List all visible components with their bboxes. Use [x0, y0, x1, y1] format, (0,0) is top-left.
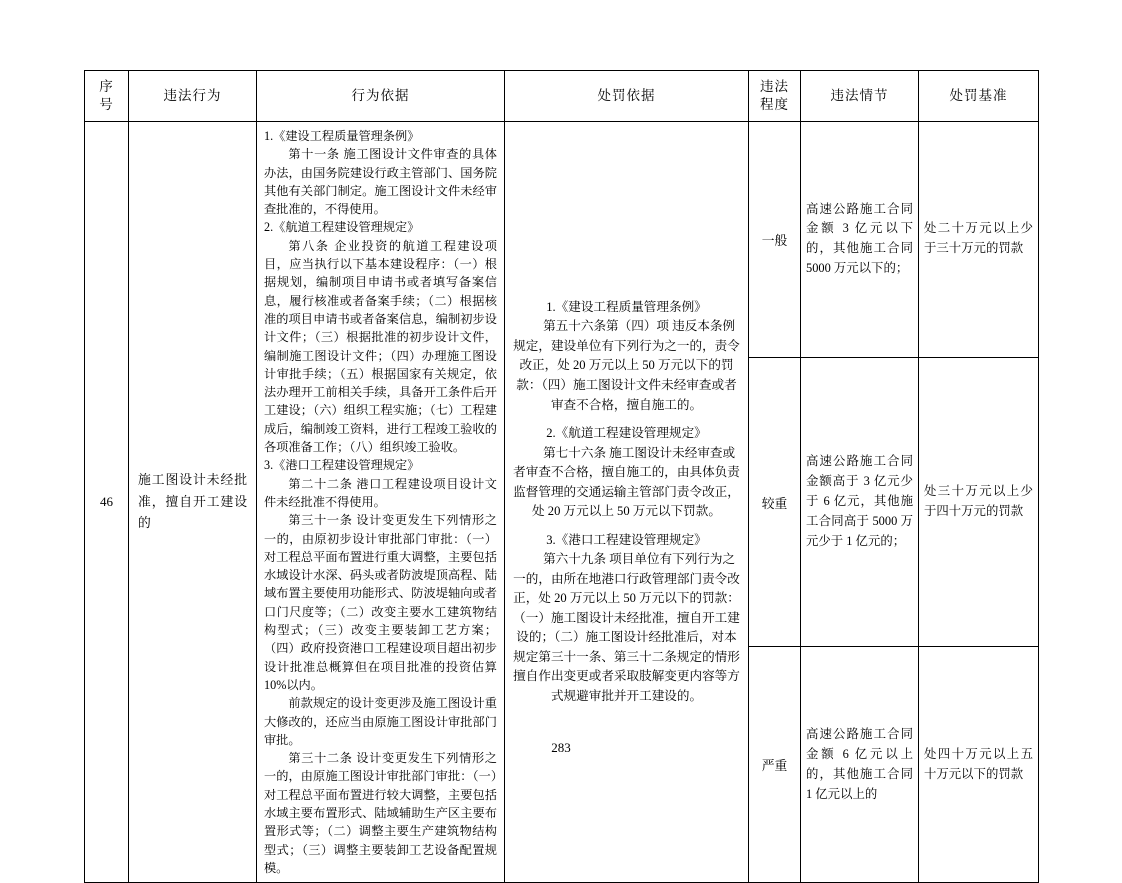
act-basis-para-1: 1.《建设工程质量管理条例》 [264, 129, 420, 143]
punish-basis-para-6: 第六十九条 项目单位有下列行为之一的，由所在地港口行政管理部门责令改正，处 20 万元以上 50 万元以下的罚款：（一）施工图设计未经批准，擅自开工建设的；（二）施工图设计经批准后，对本规定第三十一条、第三十二条规定的情形擅自作出变更或者采取肢解变更内容等方式规避审批并开工建设的。 [513, 552, 740, 703]
cell-circumstance-severe: 高速公路施工合同金额 6 亿元以上的，其他施工合同 1 亿元以上的 [801, 647, 919, 883]
act-basis-content [262, 125, 499, 879]
header-act-basis: 行为依据 [257, 71, 505, 122]
header-circumstance: 违法情节 [801, 71, 919, 122]
act-basis-para-8: 前款规定的设计变更涉及施工图设计重大修改的，还应当由原施工图设计审批部门审批。 [264, 696, 497, 747]
punish-basis-para-4: 第七十六条 施工图设计未经审查或者审查不合格，擅自施工的，由具体负责监督管理的交通运输主管部门责令改正，处 20 万元以上 50 万元以下罚款。 [513, 445, 740, 519]
penalty-table [84, 70, 1039, 883]
cell-standard-serious: 处三十万元以上少于四十万元的罚款 [919, 357, 1039, 647]
table-header [85, 71, 1039, 122]
cell-standard-general: 处二十万元以上少于三十万元的罚款 [919, 122, 1039, 358]
header-standard: 处罚基准 [919, 71, 1039, 122]
cell-illegal-act [129, 122, 257, 883]
cell-circumstance-general: 高速公路施工合同金额 3 亿元以下的，其他施工合同 5000 万元以下的； [801, 122, 919, 358]
table-header-row [85, 71, 1039, 122]
cell-degree-serious: 较重 [749, 357, 801, 647]
act-basis-para-7: 第三十一条 设计变更发生下列情形之一的，由原初步设计审批部门审批：（一）对工程总平面布置进行重大调整，主要包括水域设计水深、码头或者防波堤顶高程、陆域布置主要使用功能形式、防波堤轴向或者口门尺度等；（二）改变主要水工建筑物结构型式；（三）改变主要装卸工艺方案；（四）政府投资港口工程建设项目超出初步设计批准总概算但在项目批准的投资估算10%以内。 [264, 513, 497, 692]
cell-standard-severe: 处四十万元以上五十万元以下的罚款 [919, 647, 1039, 883]
cell-punish-basis [505, 122, 749, 883]
act-basis-para-9: 第三十二条 设计变更发生下列情形之一的，由原施工图设计审批部门审批：（一）对工程总平面布置进行较大调整，主要包括水域主要布置形式、陆域辅助生产区主要布置形式等；（二）调整主要生产建筑物结构型式；（三）调整主要装卸工艺设备配置规模。 [264, 751, 497, 875]
act-basis-para-5: 3.《港口工程建设管理规定》 [264, 458, 420, 473]
act-basis-para-6: 第二十二条 港口工程建设项目设计文件未经批准不得使用。 [264, 476, 497, 509]
header-seq: 序 号 [85, 71, 129, 122]
punish-basis-para-2: 第五十六条第（四）项 违反本条例规定，建设单位有下列行为之一的，责令改正，处 20 万元以上 50 万元以下的罚款：（四）施工图设计文件未经审查或者审查不合格，擅自施工的。 [513, 319, 740, 412]
header-illegal-degree-line2: 程度 [760, 97, 789, 112]
cell-degree-general: 一般 [749, 122, 801, 358]
header-illegal-degree [749, 71, 801, 122]
cell-circumstance-serious: 高速公路施工合同金额高于 3 亿元少于 6 亿元，其他施工合同高于 5000 万元少于 1 亿元的； [801, 357, 919, 647]
table-body [85, 122, 1039, 883]
cell-sequence-number: 46 [85, 122, 129, 883]
header-illegal-degree-line1: 违法 [760, 78, 789, 94]
header-illegal-act: 违法行为 [129, 71, 257, 122]
page-number: 283 [551, 740, 571, 755]
act-basis-para-3: 2.《航道工程建设管理规定》 [264, 220, 420, 235]
act-basis-para-2: 第十一条 施工图设计文件审查的具体办法，由国务院建设行政主管部门、国务院其他有关部门制定。施工图设计文件未经审查批准的，不得使用。 [264, 147, 497, 217]
penalty-table-container [84, 70, 1038, 883]
punish-basis-para-1: 1.《建设工程质量管理条例》 [546, 299, 707, 314]
cell-degree-severe: 严重 [749, 647, 801, 883]
table-row [85, 122, 1039, 358]
header-punish-basis: 处罚依据 [505, 71, 749, 122]
punish-basis-para-5: 3.《港口工程建设管理规定》 [546, 532, 707, 547]
illegal-act-text: 施工图设计未经批准，擅自开工建设的 [138, 473, 247, 530]
cell-act-basis [257, 122, 505, 883]
act-basis-para-4: 第八条 企业投资的航道工程建设项目，应当执行以下基本建设程序：（一）根据规划，编制项目申请书或者填写备案信息，履行核准或者备案手续；（二）根据核准的项目申请书或者备案信息，编制初步设计文件；（三）根据批准的初步设计文件，编制施工图设计文件；（四）办理施工图设计审批手续；（五）根据国家有关规定，依法办理开工前相关手续，具备开工条件后开工建设；（六）组织工程实施；（七）工程建成后，编制竣工资料，进行工程竣工验收的各项准备工作；（八）组织竣工验收。 [264, 238, 497, 455]
punish-basis-para-3: 2.《航道工程建设管理规定》 [546, 426, 707, 441]
punish-basis-content [510, 296, 743, 708]
